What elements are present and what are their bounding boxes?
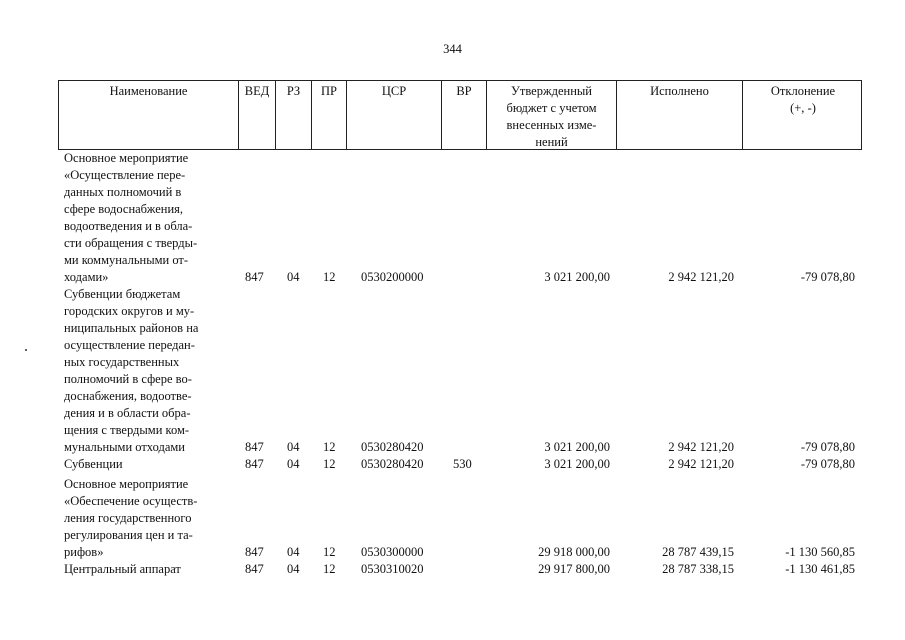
table-row xyxy=(58,561,862,578)
row-name: Основное мероприятие «Осуществление пере- данных полномочий в сфере водоснабжения, водоотведения и в обла- сти обращения с тверды- ми коммунальными от- ходами» xyxy=(64,151,198,284)
row-name: Основное мероприятие «Обеспечение осуществ- ления государственного регулирования цен и та- рифов» xyxy=(64,477,198,559)
row-deviation: -79 078,80 xyxy=(800,270,855,284)
row-pr: 12 xyxy=(323,562,336,576)
row-csr: 0530280420 xyxy=(361,457,424,471)
row-name: Центральный аппарат xyxy=(64,562,181,576)
table-row xyxy=(58,456,862,473)
row-budget: 29 918 000,00 xyxy=(538,545,610,559)
row-csr: 0530280420 xyxy=(361,440,424,454)
row-ved: 847 xyxy=(245,440,264,454)
row-rz: 04 xyxy=(287,562,300,576)
row-executed: 28 787 338,15 xyxy=(662,562,734,576)
row-name: Субвенции xyxy=(64,457,123,471)
row-ved: 847 xyxy=(245,270,264,284)
row-executed: 2 942 121,20 xyxy=(668,457,734,471)
row-deviation: -79 078,80 xyxy=(800,457,855,471)
row-budget: 3 021 200,00 xyxy=(544,440,610,454)
row-csr: 0530200000 xyxy=(361,270,424,284)
page-number: 344 xyxy=(443,42,462,56)
header-rz: РЗ xyxy=(275,81,311,149)
header-executed: Исполнено xyxy=(616,81,742,149)
row-pr: 12 xyxy=(323,545,336,559)
margin-dot xyxy=(25,349,27,351)
row-ved: 847 xyxy=(245,545,264,559)
row-deviation: -1 130 560,85 xyxy=(785,545,855,559)
row-ved: 847 xyxy=(245,562,264,576)
row-ved: 847 xyxy=(245,457,264,471)
row-deviation: -1 130 461,85 xyxy=(785,562,855,576)
row-executed: 2 942 121,20 xyxy=(668,270,734,284)
header-csr: ЦСР xyxy=(346,81,441,149)
row-pr: 12 xyxy=(323,457,336,471)
header-name: Наименование xyxy=(109,84,188,98)
row-csr: 0530300000 xyxy=(361,545,424,559)
row-name: Субвенции бюджетам городских округов и му- ниципальных районов на осуществление передан- ных государственных полномочий в сфере во- доснабжения, водоотве- дения и в области обра- щения с твердыми ком- мунальными отходами xyxy=(64,287,199,454)
row-csr: 0530310020 xyxy=(361,562,424,576)
row-executed: 28 787 439,15 xyxy=(662,545,734,559)
header-vr: ВР xyxy=(441,81,486,149)
row-budget: 3 021 200,00 xyxy=(544,457,610,471)
row-pr: 12 xyxy=(323,270,336,284)
table-row xyxy=(58,473,862,561)
row-rz: 04 xyxy=(287,545,300,559)
header-pr: ПР xyxy=(311,81,346,149)
row-rz: 04 xyxy=(287,440,300,454)
header-ved: ВЕД xyxy=(238,81,275,149)
row-pr: 12 xyxy=(323,440,336,454)
row-budget: 29 917 800,00 xyxy=(538,562,610,576)
row-rz: 04 xyxy=(287,270,300,284)
row-deviation: -79 078,80 xyxy=(800,440,855,454)
table-row xyxy=(58,150,862,286)
row-vr: 530 xyxy=(453,457,472,471)
header-deviation: Отклонение (+, -) xyxy=(742,81,863,149)
row-budget: 3 021 200,00 xyxy=(544,270,610,284)
row-executed: 2 942 121,20 xyxy=(668,440,734,454)
table-header xyxy=(58,80,862,150)
header-budget: Утвержденный бюджет с учетом внесенных изме- нений xyxy=(486,81,616,149)
table-row xyxy=(58,286,862,456)
row-rz: 04 xyxy=(287,457,300,471)
